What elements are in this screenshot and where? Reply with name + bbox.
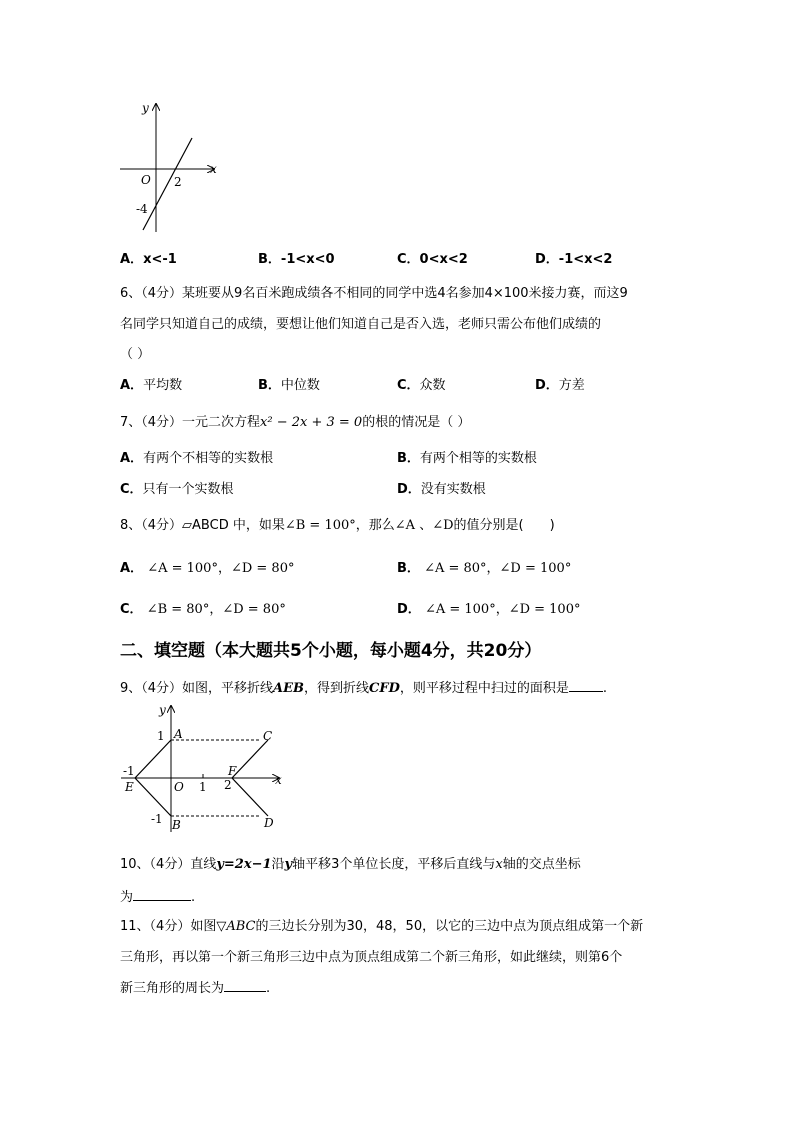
q7-option-d[interactable] [397, 478, 486, 497]
option-text: 没有实数根 [420, 482, 486, 497]
q8-prefix: 8、（4分）▱ABCD 中，如果 [120, 518, 285, 533]
q7-text [120, 411, 470, 430]
q7-option-b[interactable] [397, 447, 537, 466]
q10-suffix: 轴的交点坐标 [502, 857, 581, 872]
option-text: 众数 [419, 378, 446, 393]
q10-axis1: y [284, 857, 293, 872]
option-letter: A． [120, 378, 144, 393]
option-text: 中位数 [280, 378, 320, 393]
option-letter: C． [120, 482, 143, 497]
option-text: ∠A = 80°，∠D = 100° [424, 561, 572, 576]
x-tick-label-1: 1 [199, 780, 207, 794]
q8-mid: ，那么 [355, 518, 395, 533]
q5-option-d[interactable] [535, 248, 612, 267]
q10-end: . [191, 890, 196, 905]
option-letter: D． [397, 602, 421, 617]
q8-angles: ∠A 、∠D [394, 518, 454, 533]
label-e: E [125, 780, 134, 794]
q6-option-a[interactable] [120, 374, 182, 393]
option-text: 0<x<2 [419, 252, 468, 267]
q6-text-line2: 名同学只知道自己的成绩，要想让他们知道自己是否入选，老师只需公布他们成绩的 [120, 317, 602, 332]
option-text: ∠A = 100°，∠D = 100° [424, 602, 581, 617]
q7-equation: x² − 2x + 3 = 0 [260, 415, 363, 430]
q10-mid1: 沿 [271, 857, 285, 872]
q8-text [120, 514, 555, 533]
q5-option-c[interactable] [397, 248, 468, 267]
answer-blank[interactable] [569, 679, 603, 692]
option-text: x<-1 [143, 252, 177, 267]
option-letter: B． [258, 378, 281, 393]
q11-text-line1 [120, 915, 643, 934]
option-letter: D． [535, 252, 559, 267]
origin-label: O [141, 173, 151, 187]
q10-equation: y=2x−1 [216, 857, 272, 872]
x-tick-label: 2 [174, 175, 182, 189]
q10-prefix: 10、（4分）直线 [120, 857, 217, 872]
option-text: 有两个相等的实数根 [419, 451, 537, 466]
option-letter: A． [120, 561, 144, 576]
q11-text-line2: 三角形，再以第一个新三角形三边中点为顶点组成第二个新三角形，如此继续，则第6个 [120, 950, 623, 965]
option-text: 有两个不相等的实数根 [143, 451, 274, 466]
x-tick-label-neg1: -1 [123, 764, 135, 778]
answer-blank[interactable] [224, 979, 266, 992]
option-letter: D． [397, 482, 421, 497]
q11-end: . [266, 981, 271, 996]
q7-option-a[interactable] [120, 447, 273, 466]
q8-suffix: 的值分别是( ) [453, 518, 555, 533]
q10-text-line1 [120, 853, 581, 872]
answer-blank[interactable] [133, 888, 191, 901]
q9-end: . [602, 681, 608, 696]
option-text: 只有一个实数根 [142, 482, 234, 497]
graph-translation [115, 700, 295, 835]
option-text: ∠B = 80°，∠D = 80° [146, 602, 286, 617]
origin-label: O [174, 780, 184, 794]
option-text: -1<x<2 [558, 252, 613, 267]
q8-option-b[interactable] [397, 557, 571, 576]
q11-suffix1: 的三边长分别为30，48，50，以它的三边中点为顶点组成第一个新 [255, 919, 644, 934]
x-axis-label: x [210, 162, 217, 176]
label-d: D [264, 816, 274, 830]
q7-option-c[interactable] [120, 478, 234, 497]
option-letter: B． [397, 451, 420, 466]
graph-linear-function [110, 98, 230, 238]
q6-option-c[interactable] [397, 374, 446, 393]
q10-axis2: x [495, 857, 503, 872]
x-axis-label: x [275, 773, 282, 787]
q6-text-line1: 6、（4分）某班要从9名百米跑成绩各不相同的同学中选4名参加4×100米接力赛，而这9 [120, 286, 628, 301]
y-tick-label-1: 1 [157, 729, 165, 743]
q8-option-a[interactable] [120, 557, 294, 576]
q5-option-b[interactable] [258, 248, 335, 267]
q8-option-c[interactable] [120, 598, 286, 617]
q10-text-line2 [120, 886, 195, 905]
option-letter: B． [258, 252, 281, 267]
option-letter: C． [397, 378, 420, 393]
q9-prefix: 9、（4分）如图，平移折线 [120, 681, 274, 696]
y-tick-label: -4 [136, 202, 148, 216]
label-f: F [228, 764, 237, 778]
label-c: C [263, 729, 273, 743]
option-text: 方差 [558, 378, 585, 393]
q7-suffix: 的根的情况是（ ） [362, 415, 471, 430]
q11-prefix: 11、（4分）如图 [120, 919, 217, 934]
q8-option-d[interactable] [397, 598, 580, 617]
option-letter: A． [120, 451, 144, 466]
q11-line3: 新三角形的周长为 [120, 981, 225, 996]
q6-option-d[interactable] [535, 374, 585, 393]
label-a: A [174, 727, 183, 741]
q10-mid2: 轴平移3个单位长度，平移后直线与 [292, 857, 496, 872]
option-letter: C． [120, 602, 143, 617]
q7-prefix: 7、（4分）一元二次方程 [120, 415, 261, 430]
q9-mid: ，得到折线 [304, 681, 370, 696]
option-text: -1<x<0 [280, 252, 335, 267]
q8-condition: ∠B = 100° [284, 518, 356, 533]
option-letter: D． [535, 378, 559, 393]
q9-text [120, 677, 607, 696]
option-text: 平均数 [143, 378, 183, 393]
option-letter: A． [120, 252, 144, 267]
y-axis-label: y [142, 101, 149, 115]
x-tick-label-2: 2 [224, 778, 232, 792]
q5-option-a[interactable] [120, 248, 177, 267]
q9-name1: AEB [273, 681, 305, 696]
q11-triangle: ▽ABC [216, 919, 256, 934]
q9-name2: CFD [369, 681, 400, 696]
q9-suffix: ，则平移过程中扫过的面积是 [399, 681, 569, 696]
y-axis-label: y [159, 703, 166, 717]
q10-line2: 为 [120, 890, 134, 905]
y-tick-label-neg1: -1 [151, 812, 163, 826]
label-b: B [172, 818, 181, 832]
q11-text-line3 [120, 977, 270, 996]
option-letter: B． [397, 561, 420, 576]
option-letter: C． [397, 252, 420, 267]
q6-text-line3: （ ） [120, 347, 151, 362]
q6-option-b[interactable] [258, 374, 320, 393]
section-title: 二、填空题（本大题共5个小题，每小题4分，共20分） [120, 641, 542, 661]
option-text: ∠A = 100°，∠D = 80° [147, 561, 295, 576]
